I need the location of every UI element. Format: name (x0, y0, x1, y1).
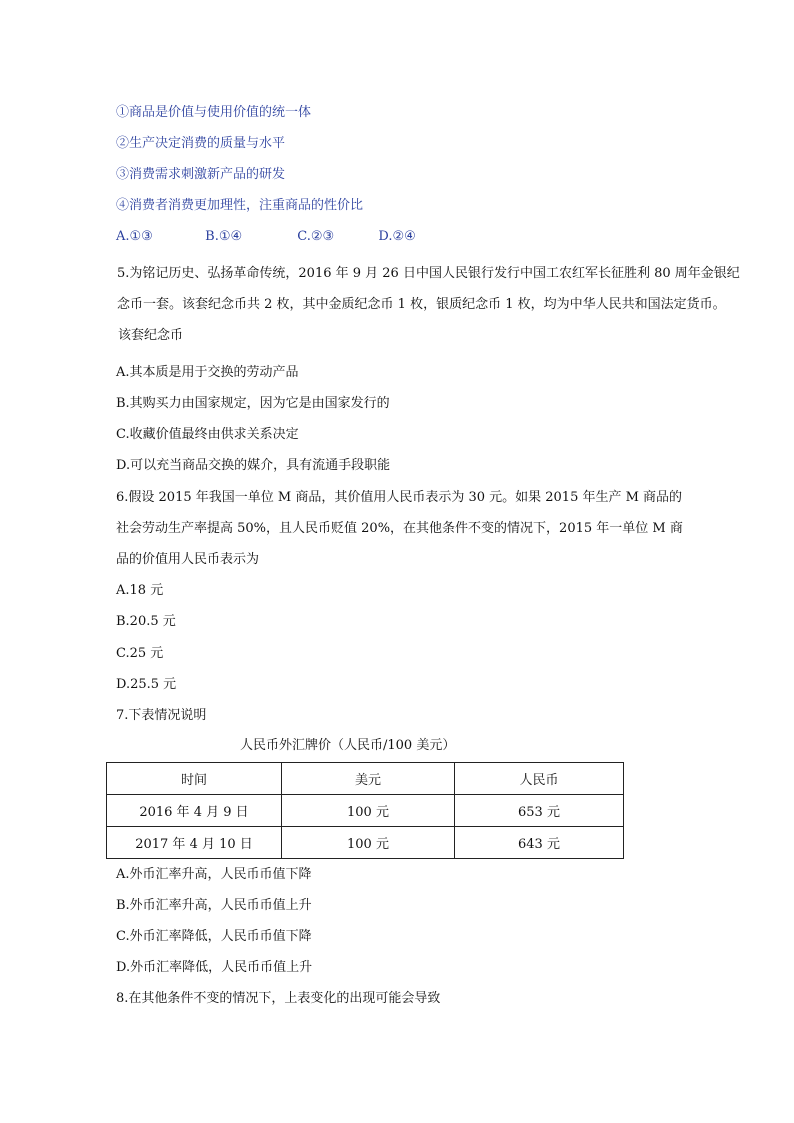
q6-stem-line-1: 6.假设 2015 年我国一单位 M 商品，其价值用人民币表示为 30 元。如果 2015 年生产 M 商品的 (116, 490, 683, 505)
q4-statement-4: ④消费者消费更加理性，注重商品的性价比 (116, 198, 364, 213)
q5-option-d: D.可以充当商品交换的媒介，具有流通手段职能 (116, 458, 391, 473)
q4-option-d: D.②④ (378, 229, 416, 244)
q4-statement-3: ③消费需求刺激新产品的研发 (116, 167, 286, 182)
table-cell: 643 元 (455, 827, 624, 859)
q4-statement-2: ②生产决定消费的质量与水平 (116, 136, 286, 151)
q6-option-d: D.25.5 元 (116, 677, 177, 692)
q7-option-a: A.外币汇率升高，人民币币值下降 (116, 867, 312, 882)
q4-option-b: B.①④ (205, 229, 243, 244)
q5-option-a: A.其本质是用于交换的劳动产品 (116, 365, 299, 380)
q6-stem-line-3: 品的价值用人民币表示为 (116, 552, 260, 567)
table-cell: 100 元 (282, 827, 455, 859)
q4-statement-1: ①商品是价值与使用价值的统一体 (116, 105, 312, 120)
q5-stem-line-3: 该套纪念币 (118, 328, 184, 343)
q4-option-a: A.①③ (116, 229, 153, 244)
table-header-cell: 时间 (107, 763, 282, 795)
table-row (107, 827, 624, 859)
table-row (107, 795, 624, 827)
q6-stem-line-2: 社会劳动生产率提高 50%，且人民币贬值 20%，在其他条件不变的情况下，2015 年一单位 M 商 (116, 521, 683, 536)
table-header-row (107, 763, 624, 795)
q5-stem-line-1: 5.为铭记历史、弘扬革命传统，2016 年 9 月 26 日中国人民银行发行中国工农红军长征胜利 80 周年金银纪 (117, 266, 740, 281)
q7-option-b: B.外币汇率升高，人民币币值上升 (116, 898, 312, 913)
q6-option-c: C.25 元 (116, 646, 164, 661)
q4-option-c: C.②③ (297, 229, 335, 244)
q4-answer-options (116, 228, 416, 246)
q7-stem: 7.下表情况说明 (116, 708, 207, 723)
q5-option-c: C.收藏价值最终由供求关系决定 (116, 427, 299, 442)
q5-option-b: B.其购买力由国家规定，因为它是由国家发行的 (116, 396, 390, 411)
exchange-rate-table (106, 762, 624, 859)
table-header-cell: 人民币 (455, 763, 624, 795)
q5-stem-line-2: 念币一套。该套纪念币共 2 枚，其中金质纪念币 1 枚，银质纪念币 1 枚，均为中华人民共和国法定货币。 (117, 297, 726, 312)
table-cell: 2016 年 4 月 9 日 (107, 795, 282, 827)
q6-option-a: A.18 元 (116, 583, 164, 598)
table-header-cell: 美元 (282, 763, 455, 795)
table-cell: 100 元 (282, 795, 455, 827)
q7-table-title: 人民币外汇牌价（人民币/100 美元） (240, 738, 456, 753)
q8-stem: 8.在其他条件不变的情况下，上表变化的出现可能会导致 (116, 991, 441, 1006)
q6-option-b: B.20.5 元 (116, 614, 176, 629)
q7-option-d: D.外币汇率降低，人民币币值上升 (116, 960, 313, 975)
table-cell: 2017 年 4 月 10 日 (107, 827, 282, 859)
q7-option-c: C.外币汇率降低，人民币币值下降 (116, 929, 312, 944)
table-cell: 653 元 (455, 795, 624, 827)
